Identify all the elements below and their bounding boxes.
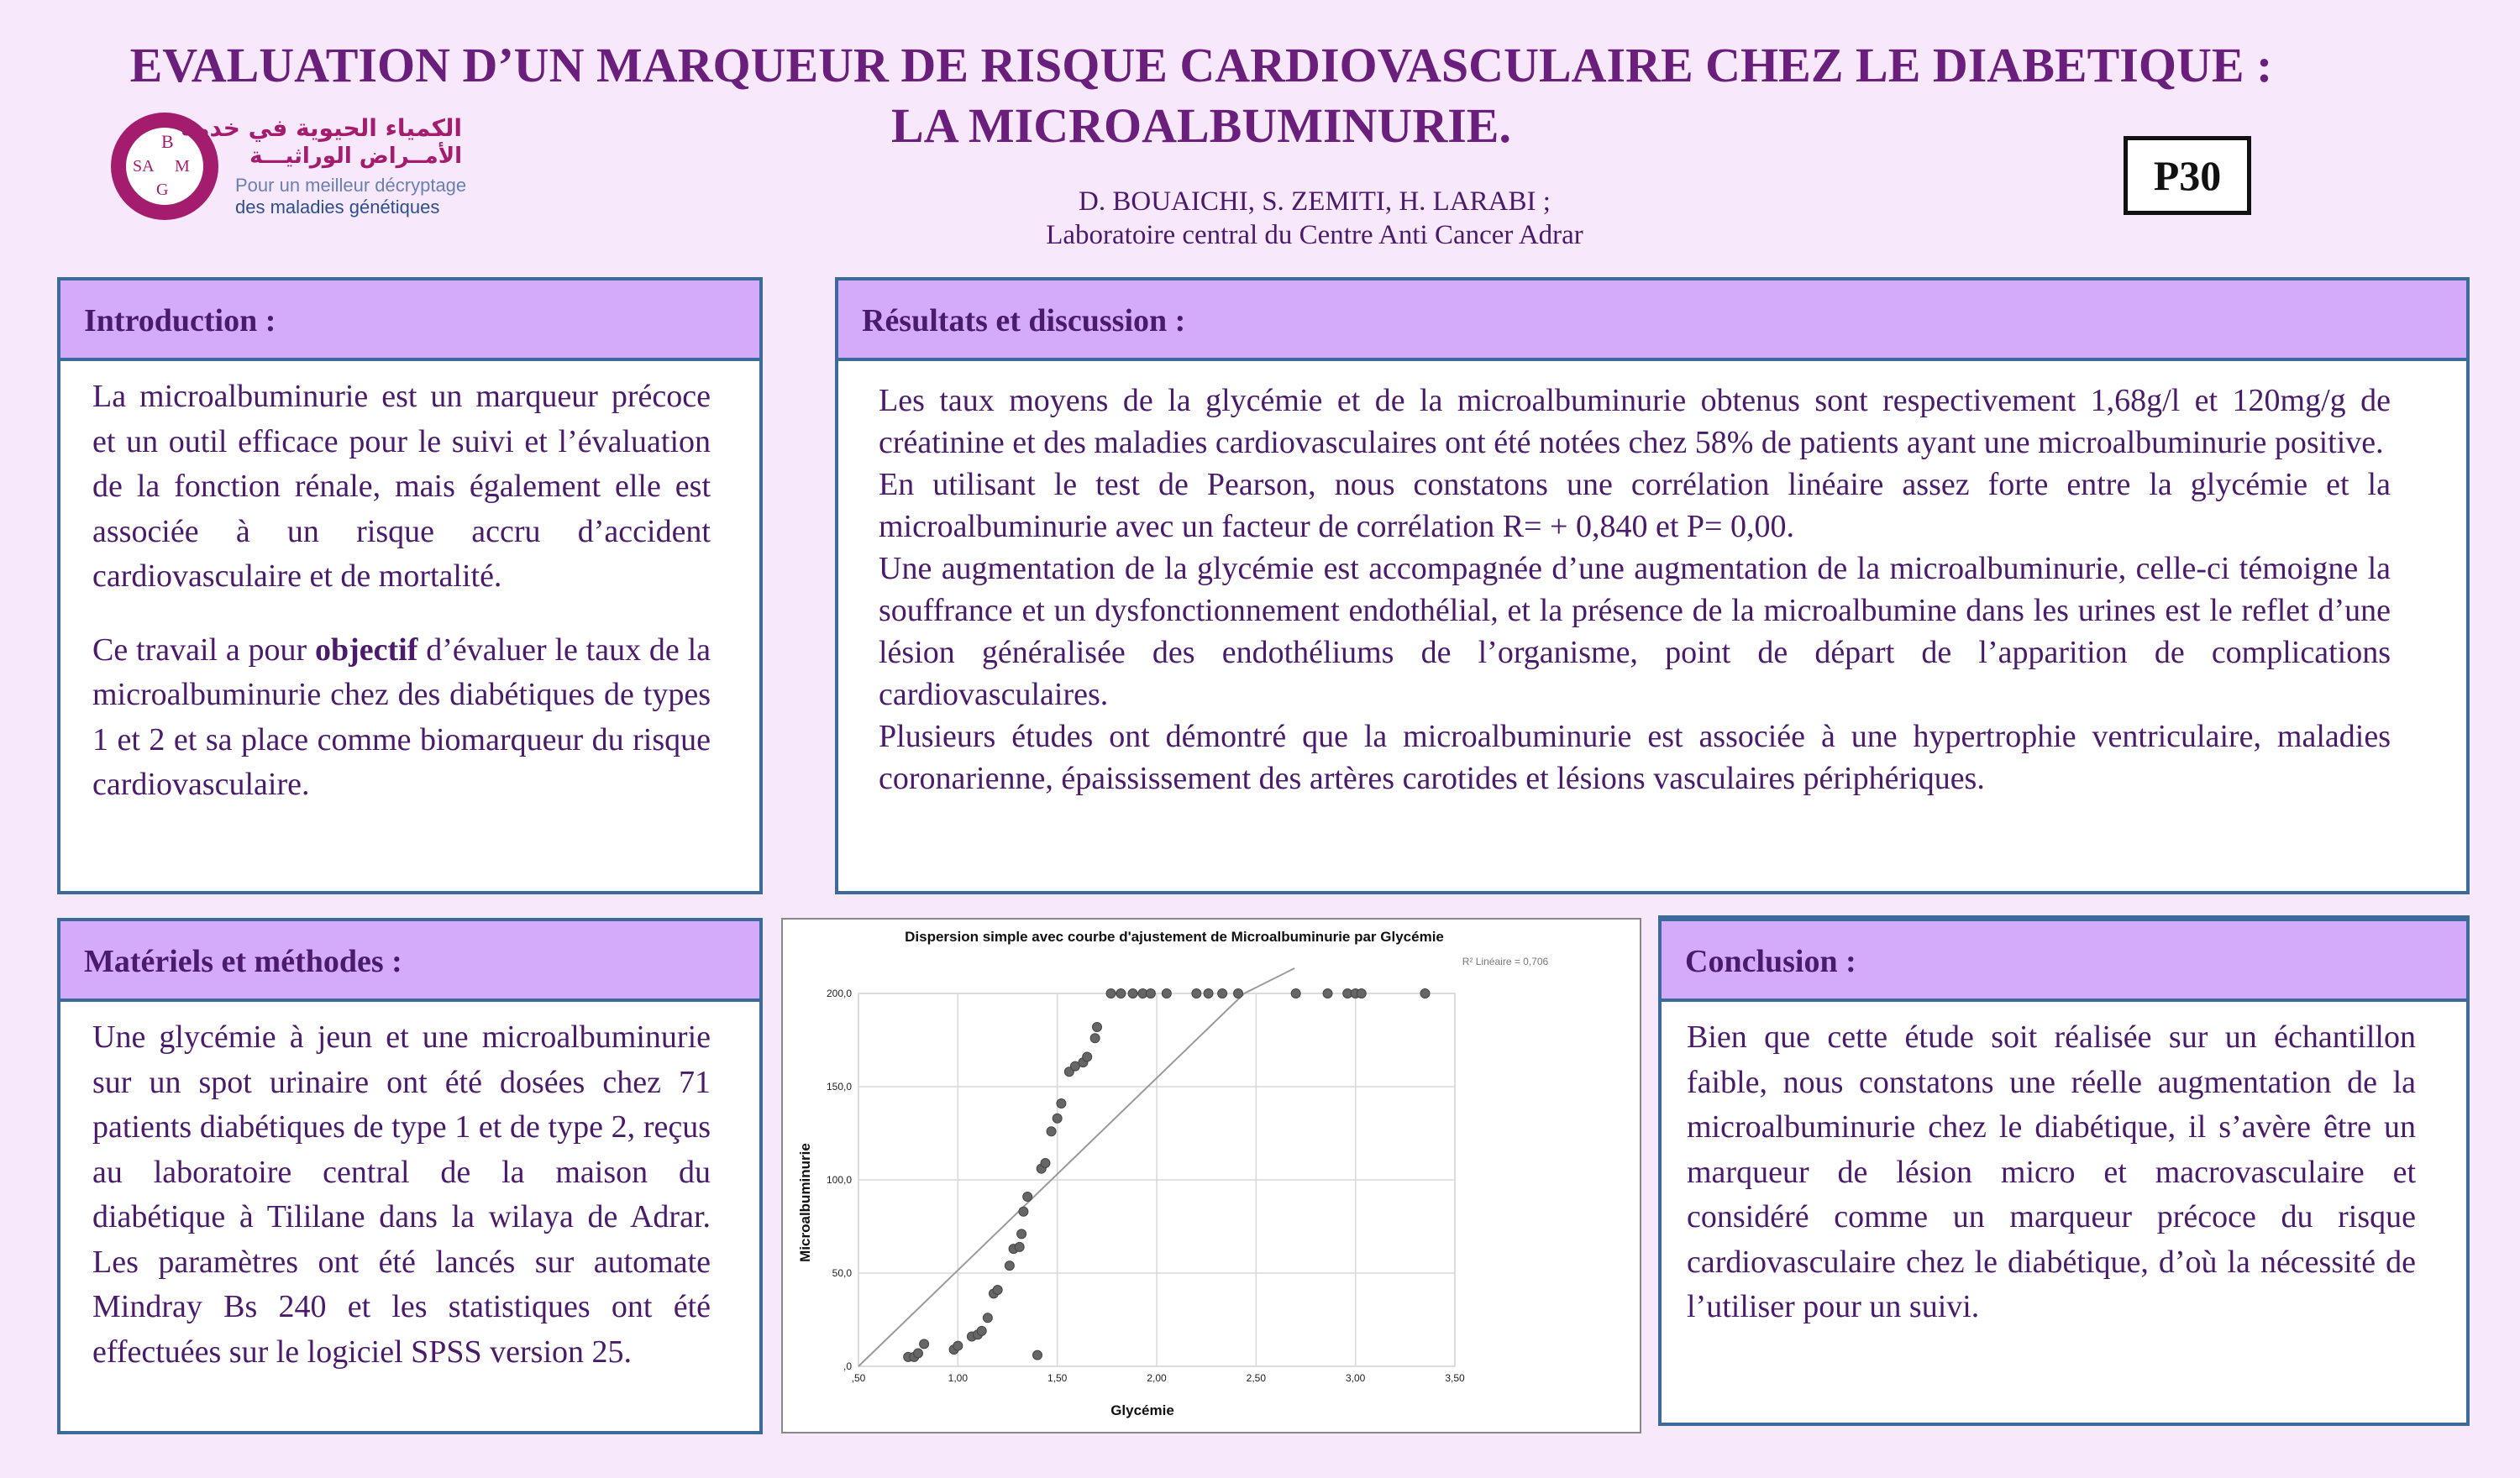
logo-graphic [109,107,479,225]
x-tick-label: ,50 [851,1372,866,1384]
methods-para1: Une glycémie à jeun et une microalbuminurie sur un spot urinaire ont été dosées chez 71 patients diabétiques de type 1 et de type 2, reçus au laboratoire central de la maison du diabétique à Tililane dans la wilaya de Adrar. Les paramètres ont été lancés sur automate Mindray Bs 240 et les statistiques ont été effectuées sur le logiciel SPSS version 25. [92,1019,711,1370]
logo-letter-m: M [175,157,190,176]
y-tick-label: 100,0 [826,1174,852,1186]
chart-ticks [827,988,1465,1384]
conclusion-heading: Conclusion : [1662,921,2466,1002]
data-point [1093,1022,1102,1031]
fit-line-extension [1244,968,1294,993]
x-tick-label: 1,50 [1047,1372,1068,1384]
scatter-chart [781,918,1641,1433]
methods-panel [57,918,763,1434]
poster-code: P30 [2124,136,2251,215]
data-point [1291,989,1300,998]
x-tick-label: 3,00 [1345,1372,1366,1384]
data-point [1218,989,1227,998]
data-point [1023,1192,1032,1201]
data-point [1116,989,1126,998]
affiliation: Laboratoire central du Centre Anti Cancer Adrar [1046,220,1583,250]
results-heading: Résultats et discussion : [838,280,2466,361]
authors: D. BOUAICHI, S. ZEMITI, H. LARABI ; [1079,186,1551,217]
data-point [914,1349,923,1358]
data-point [1041,1159,1050,1168]
chart-annotation: R² Linéaire = 0,706 [1462,956,1549,967]
methods-heading: Matériels et méthodes : [60,921,759,1002]
logo-letter-g: G [156,181,169,199]
data-point [1323,989,1332,998]
scatter-chart-svg [783,920,1640,1432]
data-point [1005,1261,1014,1271]
x-tick-label: 2,50 [1246,1372,1267,1384]
y-tick-label: ,0 [843,1360,852,1372]
introduction-heading: Introduction : [60,280,759,361]
introduction-para1: La microalbuminurie est un marqueur précoce et un outil efficace pour le suivi et l’évaluation de la fonction rénale, mais également elle est associée à un risque accru d’accident cardiovasculaire et de mortalité. [92,379,711,594]
objective-keyword: objectif [315,632,418,668]
objective-lead: Ce travail a pour [92,632,315,668]
chart-points [904,989,1430,1362]
data-point [1106,989,1116,998]
data-point [1033,1350,1042,1360]
chart-grid [858,993,1455,1366]
y-tick-label: 200,0 [826,988,852,999]
data-point [953,1341,963,1350]
data-point [983,1313,992,1323]
data-point [1015,1242,1024,1251]
y-tick-label: 50,0 [832,1267,852,1279]
data-point [1192,989,1201,998]
data-point [1162,989,1171,998]
y-tick-label: 150,0 [826,1081,852,1093]
logo-letter-b: B [161,131,174,152]
chart-xlabel: Glycémie [1110,1402,1174,1418]
authors-block [840,185,1789,252]
data-point [1128,989,1137,998]
conclusion-para1: Bien que cette étude soit réalisée sur un échantillon faible, nous constatons une réelle augmentation de la microalbuminurie chez le diabétique, il s’avère être un marqueur de lésion micro et macrovasculaire et considéré comme un marqueur précoce du risque cardiovasculaire chez le diabétique, d’où la nécessité de l’utiliser pour un suivi. [1687,1019,2416,1324]
chart-ylabel: Microalbuminurie [797,1143,813,1262]
results-panel [835,277,2470,894]
chart-title: Dispersion simple avec courbe d'ajustement de Microalbuminurie par Glycémie [905,929,1444,945]
data-point [1420,989,1430,998]
poster-title-line2: LA MICROALBUMINURIE. [891,98,1511,153]
x-tick-label: 2,00 [1147,1372,1167,1384]
logo-arabic-line1: الكمياء الحيوية في خدمة [181,114,462,142]
results-para1: Les taux moyens de la glycémie et de la microalbuminurie obtenus sont respectivement 1,68g/l et 120mg/g de créatinine et des maladies cardiovasculaires ont été notées chez 58% de patients ayant une microalbuminurie positive. [879,383,2391,460]
conclusion-body [1662,1002,2466,1330]
objective-rest: d’évaluer le taux de la microalbuminurie chez des diabétiques de types 1 et 2 et sa place comme biomarqueur du risque cardiovasculaire. [92,632,711,802]
data-point [1019,1207,1028,1216]
conclusion-panel [1658,915,2470,1426]
x-tick-label: 3,50 [1445,1372,1465,1384]
results-para4: Plusieurs études ont démontré que la microalbuminurie est associée à une hypertrophie ventriculaire, maladies coronarienne, épaississement des artères carotides et lésions vasculaires périphériques. [879,719,2391,796]
data-point [993,1285,1002,1294]
data-point [1234,989,1243,998]
data-point [1204,989,1213,998]
data-point [1083,1052,1092,1061]
logo-tagline-line1: Pour un meilleur décryptage [235,175,467,196]
results-para3: Une augmentation de la glycémie est accompagnée d’une augmentation de la microalbuminurie, celle-ci témoigne la souffrance et un dysfonctionnement endothélial, et la présence de la microalbumine dans les urines est le reflet d’une lésion généralisée des endothéliums de l’organisme, point de départ de l’apparition de complications cardiovasculaires. [879,551,2391,712]
introduction-panel [57,277,763,894]
data-point [1146,989,1155,998]
introduction-para2 [92,628,711,808]
data-point [1057,1098,1066,1108]
data-point [1053,1114,1062,1123]
introduction-body [60,361,759,808]
data-point [977,1326,986,1335]
data-point [1017,1229,1026,1239]
logo-arabic-line2: الأمــراض الوراثيـــة [249,144,462,169]
poster-title-line1: EVALUATION D’UN MARQUEUR DE RISQUE CARDIOVASCULAIRE CHEZ LE DIABETIQUE : [129,38,2273,92]
logo-letter-sa: SA [133,157,155,176]
results-body [838,361,2466,799]
data-point [1047,1127,1056,1136]
lab-logo [109,107,479,225]
methods-body [60,1002,759,1375]
logo-tagline-line2: des maladies génétiques [235,197,440,218]
chart-fit-line-group [858,968,1294,1366]
data-point [1090,1034,1100,1043]
data-point [920,1339,929,1349]
x-tick-label: 1,00 [948,1372,969,1384]
data-point [1357,989,1366,998]
results-para2: En utilisant le test de Pearson, nous constatons une corrélation linéaire assez forte entre la glycémie et la microalbuminurie avec un facteur de corrélation R= + 0,840 et P= 0,00. [879,467,2391,544]
